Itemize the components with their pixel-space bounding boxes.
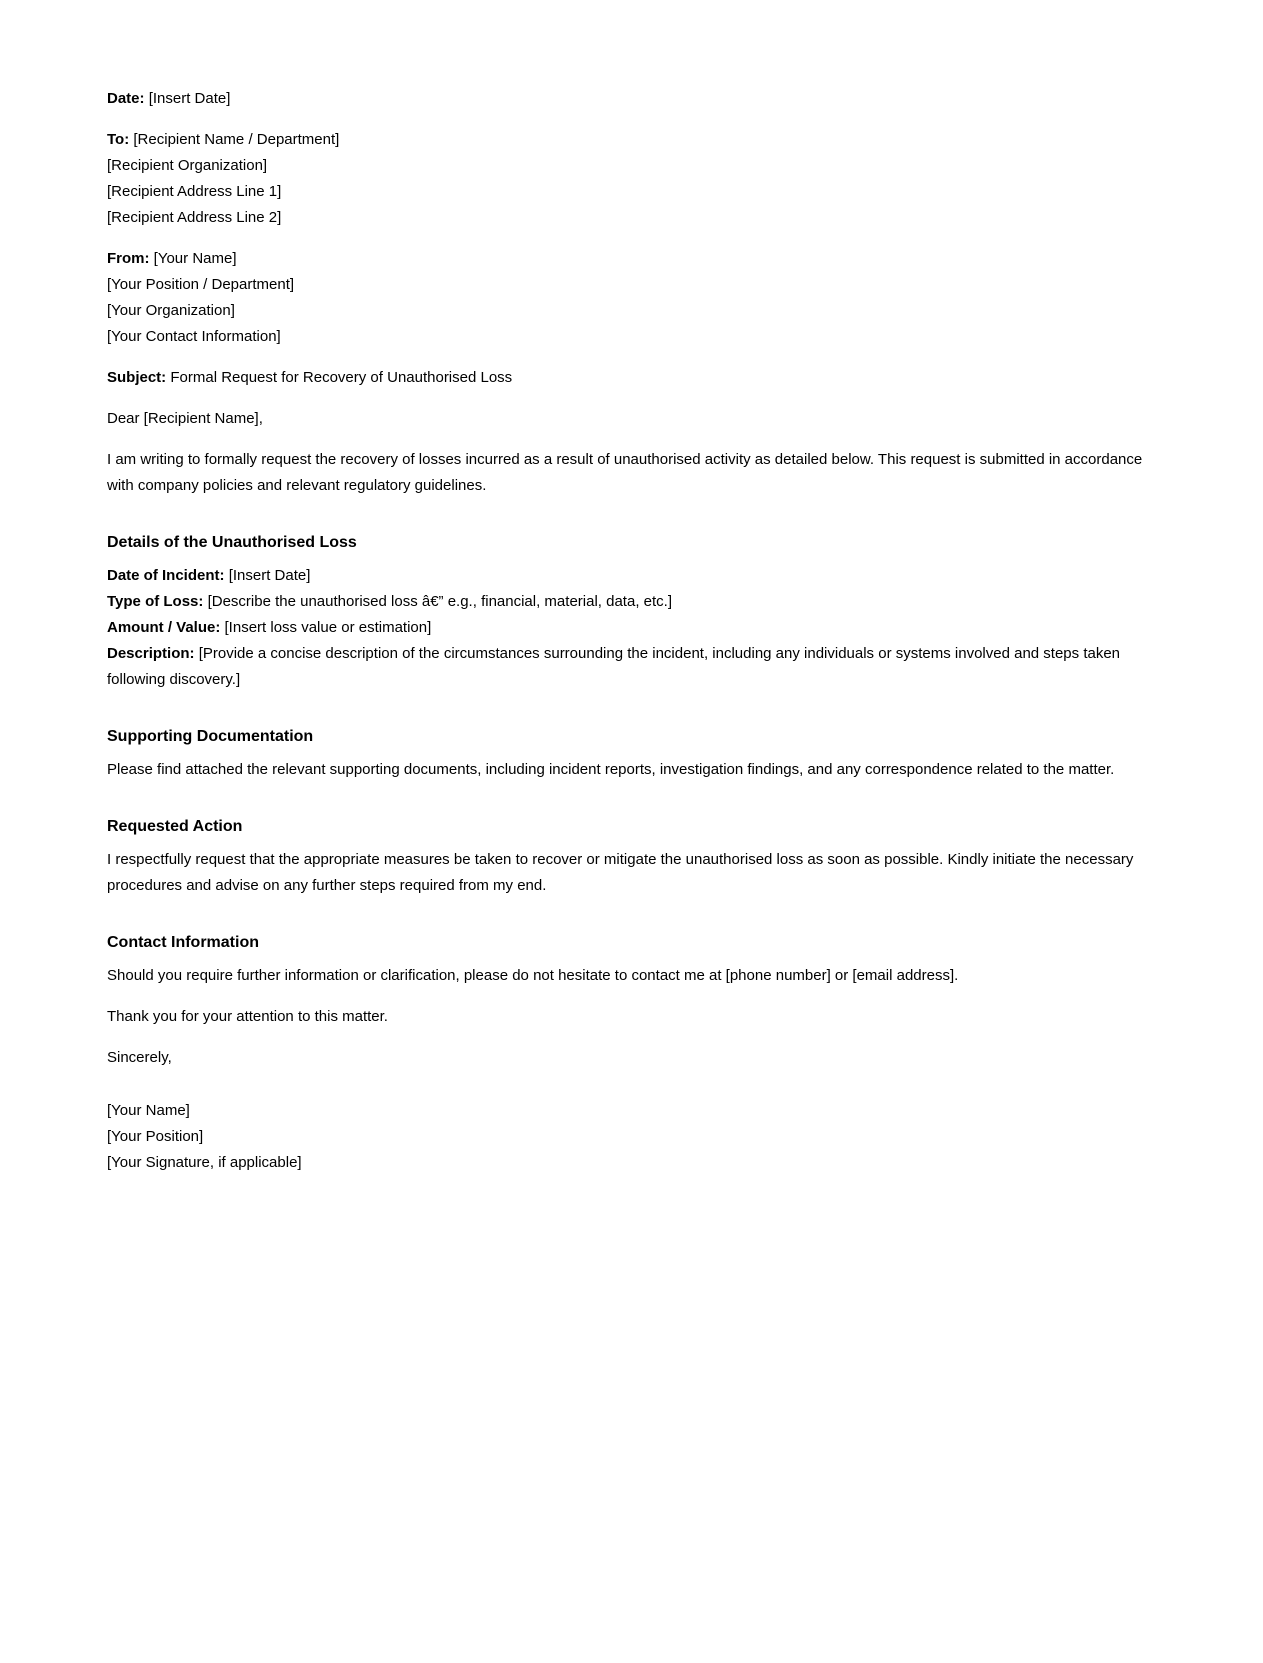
- sender-name: [Your Name]: [153, 250, 237, 267]
- section-heading-supporting-documentation: Supporting Documentation: [107, 728, 314, 745]
- field-amount-value-label: Amount / Value:: [107, 619, 221, 636]
- date-line: [107, 86, 1159, 112]
- signature-name: [Your Name]: [107, 1102, 190, 1119]
- field-date-of-incident-label: Date of Incident:: [107, 567, 225, 584]
- field-type-of-loss-value: [Describe the unauthorised loss â€” e.g., financial, material, data, etc.]: [207, 593, 672, 610]
- contact-information-paragraph: Should you require further information or clarification, please do not hesitate to contact me at [phone number] or [email address].: [107, 967, 959, 984]
- thank-you-line: Thank you for your attention to this matter.: [107, 1008, 388, 1025]
- date-label: Date:: [107, 90, 145, 107]
- subject-label: Subject:: [107, 369, 167, 386]
- field-type-of-loss: [107, 589, 1159, 615]
- sender-position: [Your Position / Department]: [107, 276, 295, 293]
- field-type-of-loss-label: Type of Loss:: [107, 593, 204, 610]
- sender-block: [107, 246, 1159, 350]
- recipient-line-1: [107, 127, 1159, 153]
- recipient-block: [107, 127, 1159, 231]
- sender-contact: [Your Contact Information]: [107, 328, 281, 345]
- section-heading-contact-information: Contact Information: [107, 934, 259, 951]
- recipient-name: [Recipient Name / Department]: [133, 131, 340, 148]
- field-date-of-incident-value: [Insert Date]: [228, 567, 311, 584]
- subject-value: Formal Request for Recovery of Unauthorised Loss: [170, 369, 513, 386]
- intro-paragraph: I am writing to formally request the recovery of losses incurred as a result of unauthorised activity as detailed below. This request is submitted in accordance with company policies and relevant regulatory guidelines.: [107, 451, 1143, 494]
- field-date-of-incident: [107, 563, 1159, 589]
- from-label: From:: [107, 250, 150, 267]
- signature-block: [107, 1098, 1159, 1176]
- field-description: [107, 641, 1159, 693]
- supporting-documentation-paragraph: Please find attached the relevant supporting documents, including incident reports, investigation findings, and any correspondence related to the matter.: [107, 761, 1115, 778]
- signoff-line: Sincerely,: [107, 1049, 172, 1066]
- recipient-address-2: [Recipient Address Line 2]: [107, 209, 282, 226]
- to-label: To:: [107, 131, 130, 148]
- requested-action-paragraph: I respectfully request that the appropriate measures be taken to recover or mitigate the unauthorised loss as soon as possible. Kindly initiate the necessary procedures and advise on any further steps required from my end.: [107, 851, 1134, 894]
- details-fields: [107, 563, 1159, 693]
- sender-line-1: [107, 246, 1159, 272]
- field-amount-value-value: [Insert loss value or estimation]: [224, 619, 432, 636]
- date-value: [Insert Date]: [148, 90, 231, 107]
- section-heading-details: Details of the Unauthorised Loss: [107, 534, 357, 551]
- field-description-label: Description:: [107, 645, 195, 662]
- signature-position: [Your Position]: [107, 1128, 204, 1145]
- signature-signature: [Your Signature, if applicable]: [107, 1154, 302, 1171]
- recipient-organization: [Recipient Organization]: [107, 157, 268, 174]
- sender-organization: [Your Organization]: [107, 302, 235, 319]
- section-heading-requested-action: Requested Action: [107, 818, 243, 835]
- field-amount-value: [107, 615, 1159, 641]
- field-description-value: [Provide a concise description of the circumstances surrounding the incident, including any individuals or systems involved and steps taken following discovery.]: [107, 645, 1121, 688]
- subject-line: [107, 365, 1159, 391]
- salutation: Dear [Recipient Name],: [107, 410, 263, 427]
- recipient-address-1: [Recipient Address Line 1]: [107, 183, 282, 200]
